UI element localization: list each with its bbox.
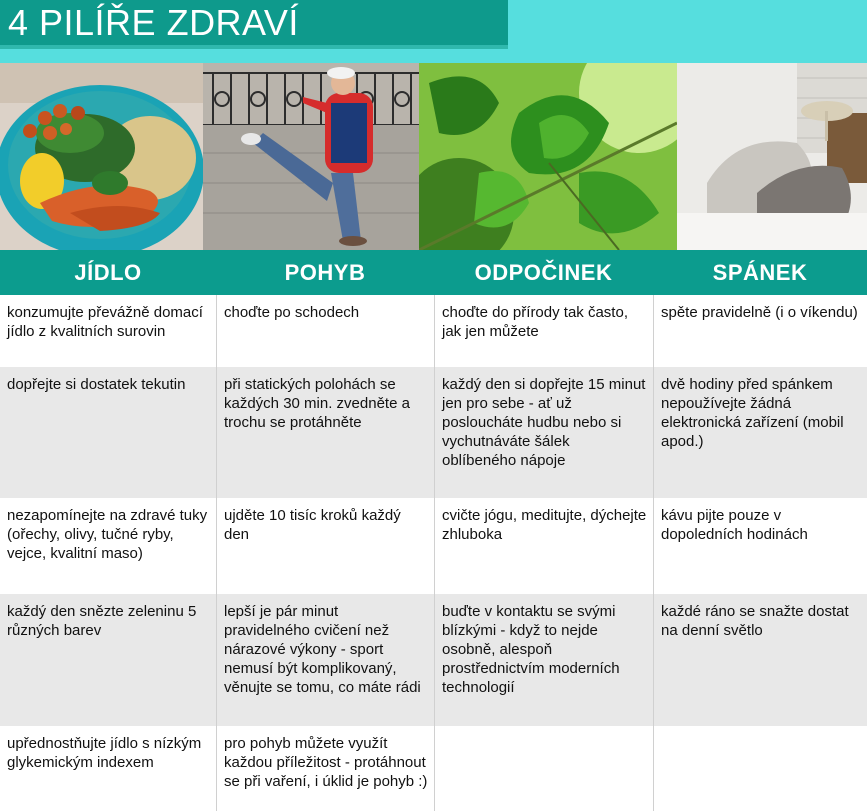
table-cell: ujděte 10 tisíc kroků každý den bbox=[216, 498, 434, 594]
table-cell: každé ráno se snažte dostat na denní světlo bbox=[653, 594, 867, 726]
table-cell: spěte pravidelně (i o víkendu) bbox=[653, 295, 867, 367]
table-cell: choďte po schodech bbox=[216, 295, 434, 367]
table-row bbox=[0, 498, 867, 594]
table-cell: nezapomínejte na zdravé tuky (ořechy, olivy, tučné ryby, vejce, kvalitní maso) bbox=[7, 507, 208, 562]
column-header-odpocinek: ODPOČINEK bbox=[474, 260, 613, 285]
column-header-spanek: SPÁNEK bbox=[712, 260, 808, 285]
table-cell: při statických polohách se každých 30 min. zvedněte a trochu se protáhněte bbox=[216, 367, 434, 498]
table-cell: choďte do přírody tak často, jak jen můžete bbox=[434, 295, 653, 367]
green-leaves-photo bbox=[419, 63, 677, 250]
table-cell: dvě hodiny před spánkem nepoužívejte žádná elektronická zařízení (mobil apod.) bbox=[653, 367, 867, 498]
column-header-row bbox=[0, 250, 867, 295]
table-row bbox=[0, 594, 867, 726]
food-bowl-photo bbox=[0, 63, 203, 250]
table-row bbox=[0, 726, 867, 811]
table-cell: kávu pijte pouze v dopoledních hodinách bbox=[653, 498, 867, 594]
column-header-pohyb: POHYB bbox=[284, 260, 366, 285]
table-cell: buďte v kontaktu se svými blízkými - když to nejde osobně, alespoň prostřednictvím moderních technologií bbox=[434, 594, 653, 726]
table-row bbox=[0, 295, 867, 367]
column-header-jidlo: JÍDLO bbox=[74, 260, 142, 285]
table-cell: každý den si dopřejte 15 minut jen pro sebe - ať už posloucháte hudbu nebo si vychutnáváte šálek oblíbeného nápoje bbox=[434, 367, 653, 498]
table-cell: lepší je pár minut pravidelného cvičení než nárazové výkony - sport nemusí být komplikovaný, věnujte se tomu, co máte rádi bbox=[216, 594, 434, 726]
table-row bbox=[0, 367, 867, 498]
title-underline bbox=[0, 45, 508, 49]
table-cell bbox=[653, 726, 867, 811]
table-cell: každý den snězte zeleninu 5 různých barev bbox=[7, 603, 197, 639]
photo-strip bbox=[0, 63, 867, 250]
bed-pillows-photo bbox=[677, 63, 867, 250]
title-box bbox=[0, 0, 508, 45]
table-cell: pro pohyb můžete využít každou příležitost - protáhnout se při vaření, i úklid je pohyb :) bbox=[216, 726, 434, 811]
table-cell: dopřejte si dostatek tekutin bbox=[7, 376, 186, 393]
man-stretching-photo bbox=[203, 63, 419, 250]
table-cell: cvičte jógu, meditujte, dýchejte zhluboka bbox=[434, 498, 653, 594]
tips-table bbox=[0, 295, 867, 811]
table-cell bbox=[434, 726, 653, 811]
page-title: 4 PILÍŘE ZDRAVÍ bbox=[8, 2, 299, 43]
table-cell: upřednostňujte jídlo s nízkým glykemickým indexem bbox=[7, 735, 202, 771]
table-cell: konzumujte převážně domací jídlo z kvalitních surovin bbox=[7, 304, 203, 340]
